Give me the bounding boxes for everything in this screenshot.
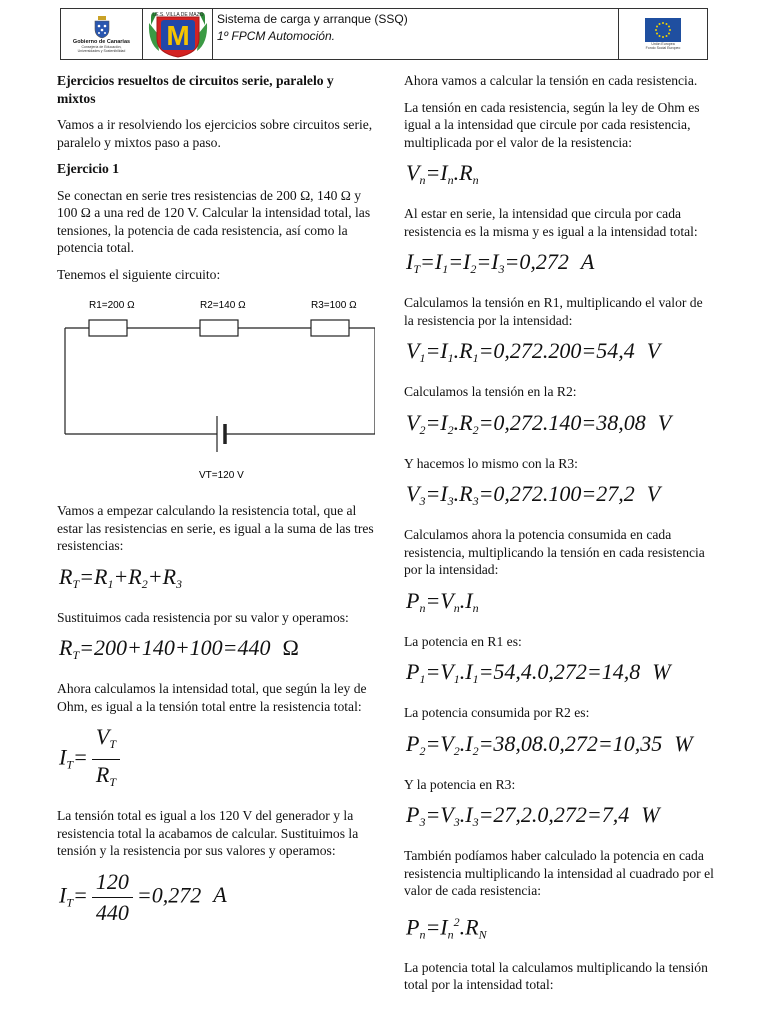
right-p1: Ahora vamos a calcular la tensión en cada resistencia. [404, 73, 698, 88]
it-value-formula: $I_T=$ $\frac{120}{440}$ =0,272 A [59, 868, 227, 925]
v1-unit: V [646, 338, 661, 363]
header-title-cell [213, 9, 619, 59]
gobierno-name: Gobierno de Canarias [72, 39, 131, 45]
eu-label-2: Fondo Social Europeo [645, 46, 681, 50]
p1-formula: $P_1=V_1.I_1=54,4.0,272=14,8$ W [406, 659, 671, 686]
right-p11: También podíamos haber calculado la potencia en cada resistencia multiplicando la intensidad al cuadrado por el valor de cada resistencia: [404, 848, 714, 898]
pn-formula: $P_n=V_n.I_n$ [406, 587, 479, 615]
resistor-r1-icon [89, 320, 127, 336]
i-unit: A [580, 249, 595, 274]
right-p5: Calculamos la tensión en la R2: [404, 384, 577, 399]
school-shield-icon [147, 9, 209, 59]
rt-paragraph: Vamos a empezar calculando la resistencia total, que al estar las resistencias en serie, es igual a la suma de las tres resistencias: [57, 503, 374, 553]
rt-formula: $R_T=R_1+R_2+R_3$ [59, 563, 183, 591]
vn-formula: $V_n=I_n.R_n$ [406, 160, 479, 187]
right-p9: La potencia consumida por R2 es: [404, 705, 590, 720]
exercise-title: Ejercicio 1 [57, 161, 120, 176]
right-p3: Al estar en serie, la intensidad que circula por cada resistencia es la misma y es igual a la intensidad total: [404, 206, 698, 239]
v1-value: =0,272.200=54,4 [478, 338, 635, 363]
resistor-r2-icon [200, 320, 238, 336]
right-p6: Y hacemos lo mismo con la R3: [404, 455, 578, 471]
document-header [60, 8, 708, 60]
resistor-r3-icon [311, 320, 349, 336]
p1-value: =54,4.0,272=14,8 [478, 659, 641, 684]
right-p2: La tensión en cada resistencia, según la ley de Ohm es igual a la intensidad que circule por cada resistencia, multiplicada por el valor de la resistencia: [404, 99, 700, 150]
series-circuit-diagram [57, 292, 375, 492]
school-banner: I.E.S. VILLA DE MAZO [151, 12, 204, 18]
r1-label: R1=200 Ω [89, 300, 135, 311]
v2-value: =0,272.140=38,08 [478, 409, 646, 435]
eu-label-1: Unión Europea [651, 42, 675, 46]
v3-formula: $V_3=I_3.R_3=0,272.100=27,2$ V [406, 481, 661, 508]
pn-squared-formula: $P_n=I_n^2.R_N$ [406, 913, 487, 941]
vt-paragraph: La tensión total es igual a los 120 V del generador y la resistencia total la acabamos de calcular. Sustituimos la tensión y la resistencia por sus valores y operamos: [57, 808, 359, 858]
vt-label: VT=120 V [199, 470, 244, 481]
it-numerator: 120 [92, 869, 133, 898]
p2-formula: $P_2=V_2.I_2=38,08.0,272=10,35$ W [406, 730, 693, 758]
rt-value: =200+140+100=440 [79, 635, 271, 660]
eu-logo [619, 9, 707, 59]
it-unit: A [213, 882, 227, 908]
it-formula: $I_T=$ $\frac{V_T}{R_T}$ [59, 724, 375, 795]
gobierno-logo [61, 9, 143, 59]
left-column [57, 72, 375, 938]
doc-heading: Ejercicios resueltos de circuitos serie, paralelo y mixtos [57, 73, 334, 106]
substitute-paragraph: Sustituimos cada resistencia por su valor y operamos: [57, 609, 349, 625]
exercise-statement: Se conectan en serie tres resistencias de 200 Ω, 140 Ω y 100 Ω a una red de 120 V. Calcular la intensidad total, las tensiones, la potencia de cada resistencia, así como la potencia total. [57, 187, 371, 255]
p2-value: =38,08.0,272=10,35 [478, 730, 663, 756]
v2-unit: V [657, 409, 672, 435]
r3-label: R3=100 Ω [311, 300, 357, 311]
p1-unit: W [652, 659, 671, 684]
eu-flag-icon [645, 18, 681, 42]
school-letter: M [165, 20, 190, 51]
v3-unit: V [646, 481, 661, 506]
p3-value: =27,2.0,272=7,4 [478, 802, 630, 827]
right-p12: La potencia total la calculamos multiplicando la tensión total por la intensidad total: [404, 959, 708, 993]
gobierno-sub2: Universidades y Sostenibilidad [77, 49, 126, 53]
battery-icon [217, 416, 225, 452]
header-subtitle: 1º FPCM Automoción. [217, 29, 335, 43]
coat-of-arms-icon [90, 15, 114, 39]
it-denominator: 440 [95, 899, 129, 925]
right-p10: Y la potencia en R3: [404, 776, 516, 792]
school-logo [143, 9, 213, 59]
circuit-intro: Tenemos el siguiente circuito: [57, 266, 221, 282]
p3-formula: $P_3=V_3.I_3=27,2.0,272=7,4$ W [406, 802, 660, 829]
right-p4: Calculamos la tensión en R1, multiplicando el valor de la resistencia por la intensidad: [404, 295, 703, 328]
rt-unit: Ω [282, 635, 299, 660]
it-value: =0,272 [136, 882, 202, 908]
v3-value: =0,272.100=27,2 [478, 481, 635, 506]
i-value: =0,272 [504, 249, 569, 274]
it-paragraph: Ahora calculamos la intensidad total, que según la ley de Ohm, es igual a la tensión total entre la resistencia total: [57, 681, 367, 714]
v1-formula: $V_1=I_1.R_1=0,272.200=54,4$ V [406, 338, 661, 365]
p3-unit: W [641, 802, 660, 827]
right-p8: La potencia en R1 es: [404, 633, 522, 649]
right-column [404, 72, 714, 1003]
gobierno-sub1: Consejería de Educación, [81, 45, 122, 49]
right-p7: Calculamos ahora la potencia consumida en cada resistencia, multiplicando la tensión en cada resistencia por la intensidad: [404, 527, 705, 577]
r2-label: R2=140 Ω [200, 300, 246, 311]
rt-value-formula: $R_T=200+140+100=440$ Ω [59, 635, 299, 662]
v2-formula: $V_2=I_2.R_2=0,272.140=38,08$ V [406, 409, 672, 437]
p2-unit: W [674, 730, 693, 756]
i-equal-formula: $I_T=I_1=I_2=I_3=0,272$ A [406, 249, 595, 276]
header-title: Sistema de carga y arranque (SSQ) [217, 12, 408, 26]
intro-paragraph: Vamos a ir resolviendo los ejercicios sobre circuitos serie, paralelo y mixtos paso a paso. [57, 117, 373, 150]
